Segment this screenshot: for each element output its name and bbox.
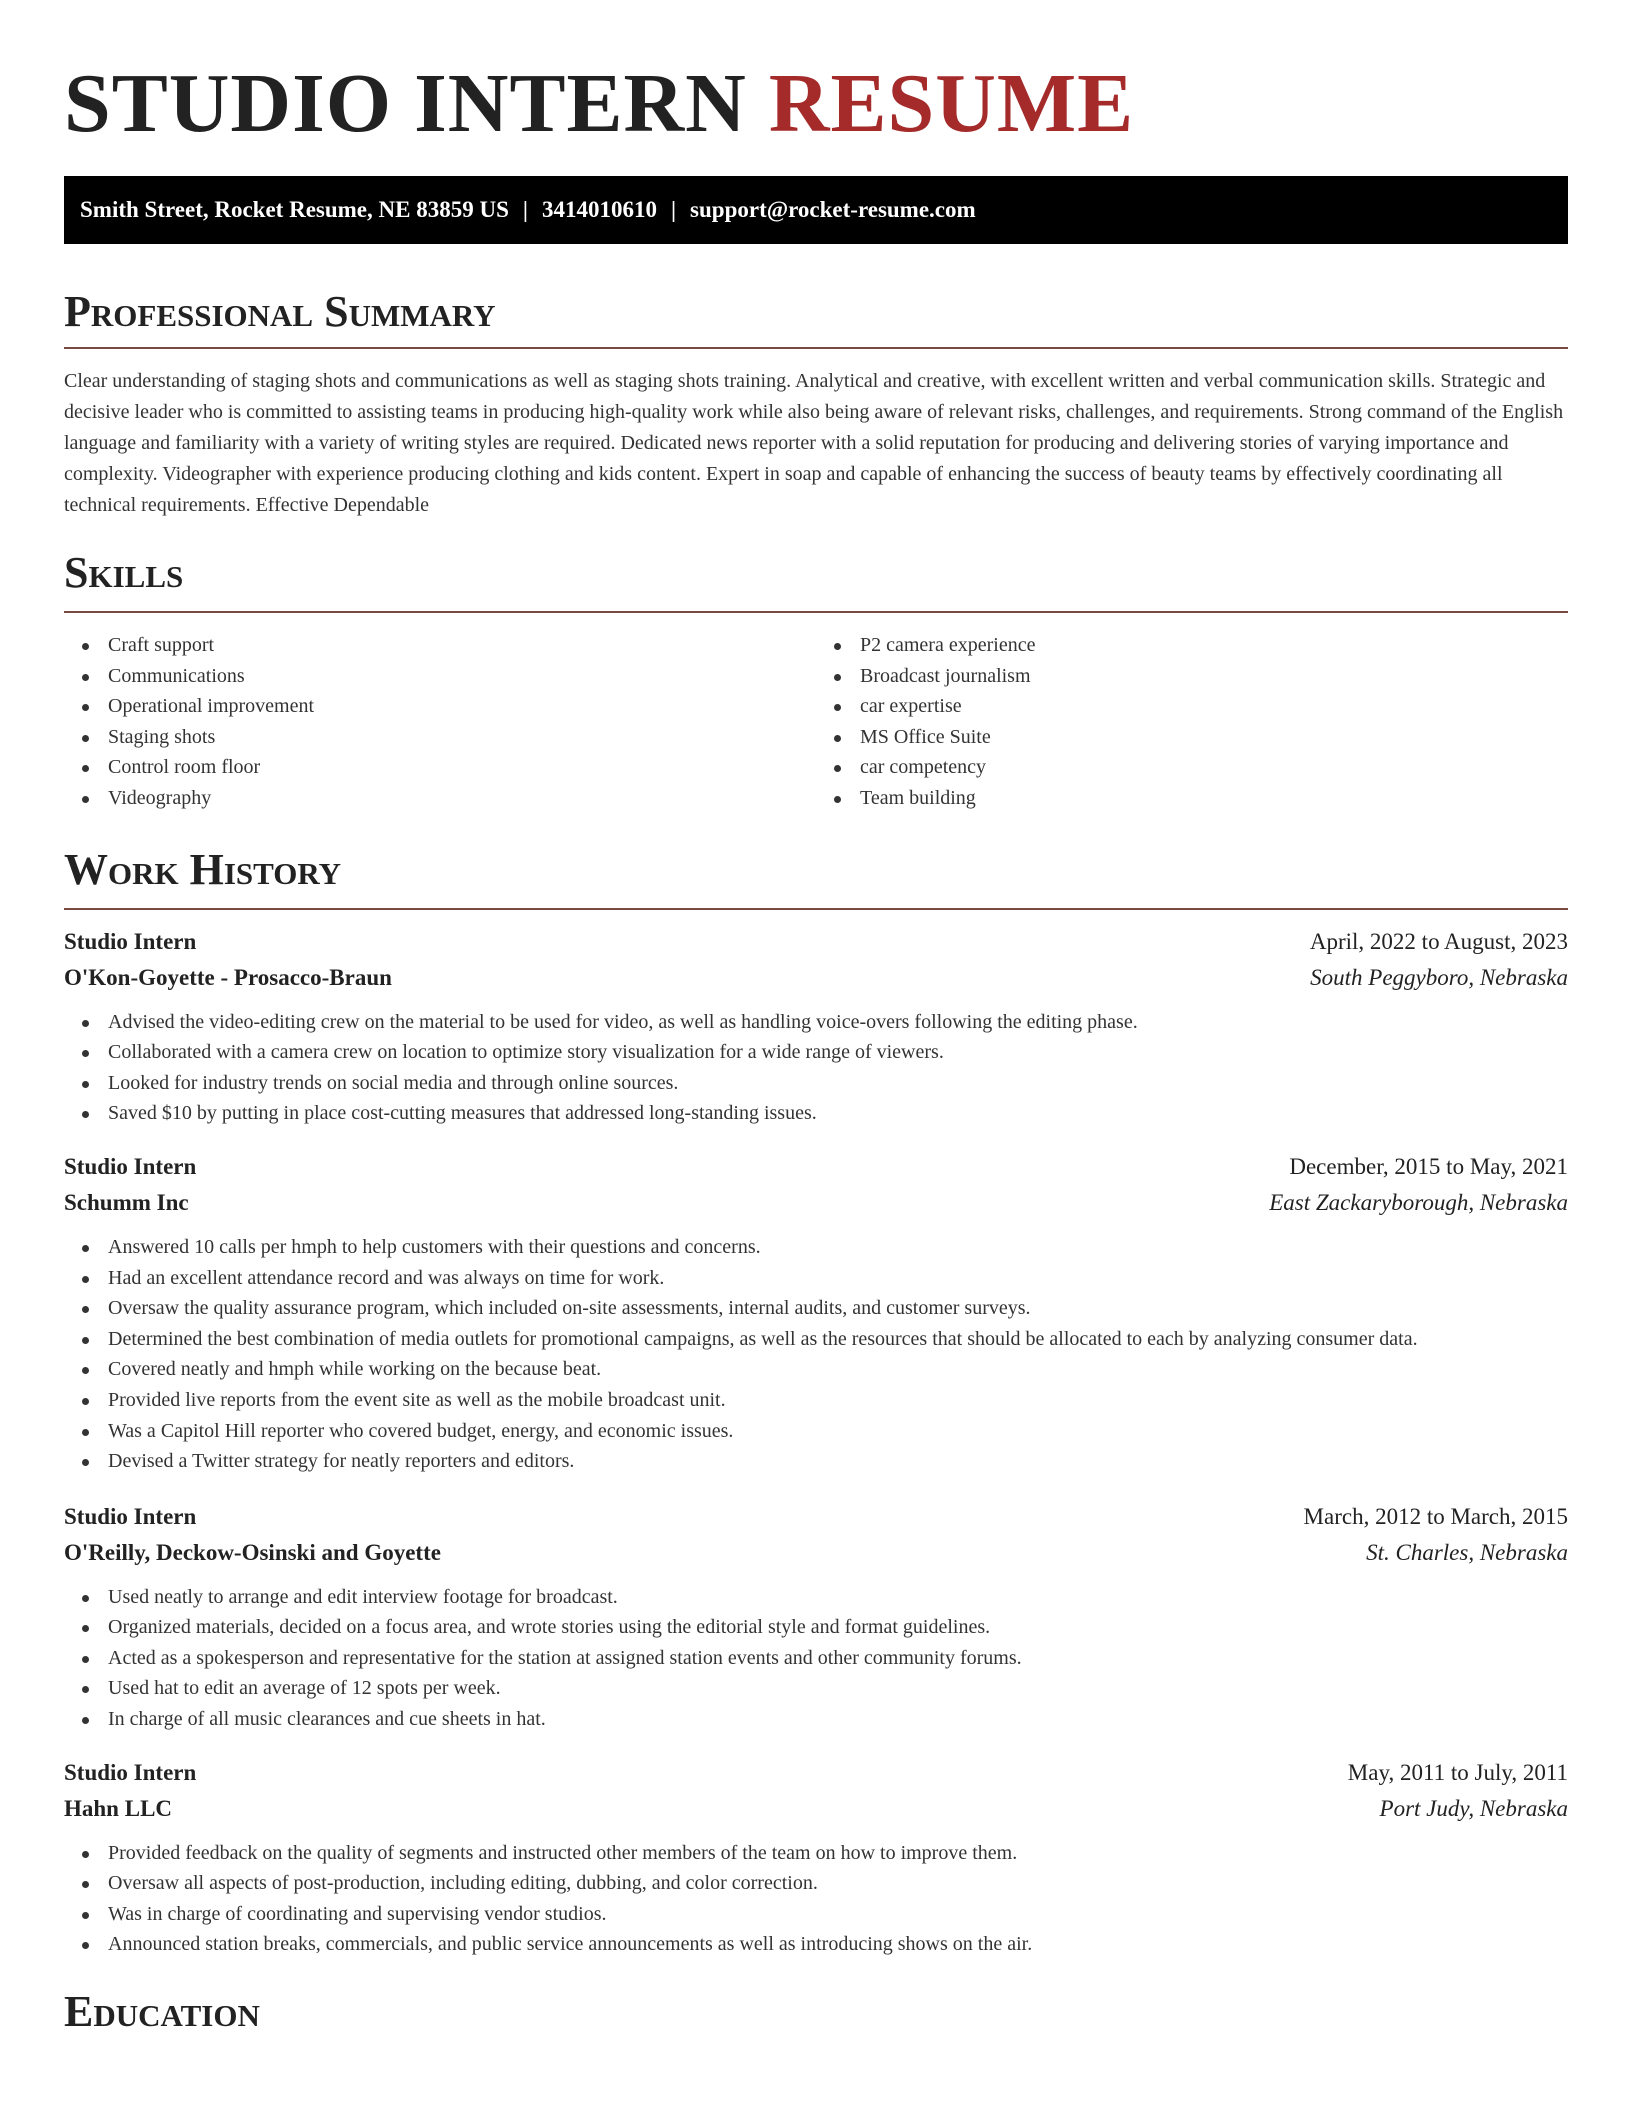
contact-address: Smith Street, Rocket Resume, NE 83859 US xyxy=(80,197,509,222)
job-header xyxy=(64,1499,1568,1535)
skill-item: Broadcast journalism xyxy=(816,661,1568,692)
job-bullet: Determined the best combination of media outlets for promotional campaigns, as well as the resources that should be allocated to each by analyzing consumer data. xyxy=(64,1324,1568,1355)
job-bullets xyxy=(64,1232,1568,1477)
job-header xyxy=(64,1149,1568,1185)
job-dates: May, 2011 to July, 2011 xyxy=(1347,1759,1568,1785)
job-location: Port Judy, Nebraska xyxy=(1379,1795,1568,1821)
summary-section xyxy=(64,286,1568,521)
contact-separator: | xyxy=(522,197,528,222)
job-bullet: Answered 10 calls per hmph to help customers with their questions and concerns. xyxy=(64,1232,1568,1263)
job-bullet: Used neatly to arrange and edit interview footage for broadcast. xyxy=(64,1582,1568,1613)
skill-item: Craft support xyxy=(64,630,816,661)
contact-bar xyxy=(64,176,1568,244)
contact-email: support@rocket-resume.com xyxy=(690,197,976,222)
summary-rule xyxy=(64,347,1568,349)
job-bullet: Covered neatly and hmph while working on the because beat. xyxy=(64,1354,1568,1385)
skill-item: Control room floor xyxy=(64,752,816,783)
work-history-section xyxy=(64,844,1568,1960)
job-bullet: Announced station breaks, commercials, and public service announcements as well as introducing shows on the air. xyxy=(64,1929,1568,1960)
job-dates: December, 2015 to May, 2021 xyxy=(1289,1153,1568,1179)
job-bullet: Oversaw all aspects of post-production, including editing, dubbing, and color correction. xyxy=(64,1868,1568,1899)
job-header xyxy=(64,1755,1568,1791)
skills-column-left xyxy=(64,630,816,814)
job-entry xyxy=(64,924,1568,1129)
skill-item: Communications xyxy=(64,661,816,692)
skill-item: Staging shots xyxy=(64,722,816,753)
education-section xyxy=(64,1986,1568,2038)
job-bullet: Saved $10 by putting in place cost-cutting measures that addressed long-standing issues. xyxy=(64,1098,1568,1129)
job-bullet: Was in charge of coordinating and supervising vendor studios. xyxy=(64,1899,1568,1930)
skill-item: Team building xyxy=(816,783,1568,814)
job-company: O'Reilly, Deckow-Osinski and Goyette xyxy=(64,1539,441,1565)
job-dates: March, 2012 to March, 2015 xyxy=(1303,1503,1568,1529)
work-history-heading: Work History xyxy=(64,844,342,894)
resume-title-accent: RESUME xyxy=(768,57,1135,150)
job-bullet: Collaborated with a camera crew on location to optimize story visualization for a wide range of viewers. xyxy=(64,1037,1568,1068)
job-bullets xyxy=(64,1007,1568,1129)
job-entry xyxy=(64,1149,1568,1477)
job-subheader xyxy=(64,960,1568,996)
job-location: East Zackaryborough, Nebraska xyxy=(1269,1189,1568,1215)
skills-section xyxy=(64,547,1568,814)
job-bullets xyxy=(64,1582,1568,1735)
job-bullet: Devised a Twitter strategy for neatly reporters and editors. xyxy=(64,1446,1568,1477)
skills-rule xyxy=(64,611,1568,613)
job-title: Studio Intern xyxy=(64,1153,197,1179)
job-company: O'Kon-Goyette - Prosacco-Braun xyxy=(64,964,392,990)
job-bullet: Provided live reports from the event site as well as the mobile broadcast unit. xyxy=(64,1385,1568,1416)
contact-phone: 3414010610 xyxy=(541,197,657,222)
job-subheader xyxy=(64,1535,1568,1571)
job-bullet: In charge of all music clearances and cue sheets in hat. xyxy=(64,1704,1568,1735)
job-bullet: Looked for industry trends on social media and through online sources. xyxy=(64,1068,1568,1099)
skill-item: car competency xyxy=(816,752,1568,783)
education-heading: Education xyxy=(64,1987,260,2037)
summary-heading: Professional Summary xyxy=(64,287,496,336)
job-bullet: Was a Capitol Hill reporter who covered budget, energy, and economic issues. xyxy=(64,1416,1568,1447)
work-history-rule xyxy=(64,908,1568,910)
contact-separator: | xyxy=(670,197,677,222)
job-bullet: Acted as a spokesperson and representative for the station at assigned station events and other community forums. xyxy=(64,1643,1568,1674)
job-dates: April, 2022 to August, 2023 xyxy=(1309,928,1568,954)
job-bullets xyxy=(64,1838,1568,1960)
job-title: Studio Intern xyxy=(64,1759,197,1785)
summary-text: Clear understanding of staging shots and communications as well as staging shots training. Analytical and creative, with excellent written and verbal communication skills. Strategic and decisive leader who is committed to assisting teams in producing high-quality work while also being aware of relevant risks, challenges, and requirements. Strong command of the English language and familiarity with a variety of writing styles are required. Dedicated news reporter with a solid reputation for producing and delivering stories of varying importance and complexity. Videographer with experience producing clothing and kids content. Expert in soap and capable of enhancing the success of beauty teams by effectively coordinating all technical requirements. Effective Dependable xyxy=(64,370,1564,516)
job-bullet: Oversaw the quality assurance program, which included on-site assessments, internal audits, and customer surveys. xyxy=(64,1293,1568,1324)
job-entry xyxy=(64,1755,1568,1960)
skill-item: MS Office Suite xyxy=(816,722,1568,753)
job-location: St. Charles, Nebraska xyxy=(1366,1539,1568,1565)
job-entry xyxy=(64,1499,1568,1735)
job-subheader xyxy=(64,1791,1568,1827)
job-company: Hahn LLC xyxy=(64,1795,173,1821)
skill-item: car expertise xyxy=(816,691,1568,722)
resume-title-main: STUDIO INTERN xyxy=(64,57,747,150)
job-company: Schumm Inc xyxy=(64,1189,189,1215)
job-title: Studio Intern xyxy=(64,1503,197,1529)
job-title: Studio Intern xyxy=(64,928,197,954)
job-bullet: Provided feedback on the quality of segments and instructed other members of the team on how to improve them. xyxy=(64,1838,1568,1869)
skills-column-right xyxy=(816,630,1568,814)
job-bullet: Had an excellent attendance record and was always on time for work. xyxy=(64,1263,1568,1294)
job-bullet: Advised the video-editing crew on the material to be used for video, as well as handling voice-overs following the editing phase. xyxy=(64,1007,1568,1038)
job-bullet: Organized materials, decided on a focus area, and wrote stories using the editorial style and format guidelines. xyxy=(64,1612,1568,1643)
skill-item: Operational improvement xyxy=(64,691,816,722)
resume-title xyxy=(64,0,1568,176)
job-subheader xyxy=(64,1185,1568,1221)
job-bullet: Used hat to edit an average of 12 spots per week. xyxy=(64,1673,1568,1704)
skill-item: P2 camera experience xyxy=(816,630,1568,661)
job-location: South Peggyboro, Nebraska xyxy=(1310,964,1568,990)
job-header xyxy=(64,924,1568,960)
skill-item: Videography xyxy=(64,783,816,814)
skills-heading: Skills xyxy=(64,548,184,597)
skills-list xyxy=(64,630,1568,814)
